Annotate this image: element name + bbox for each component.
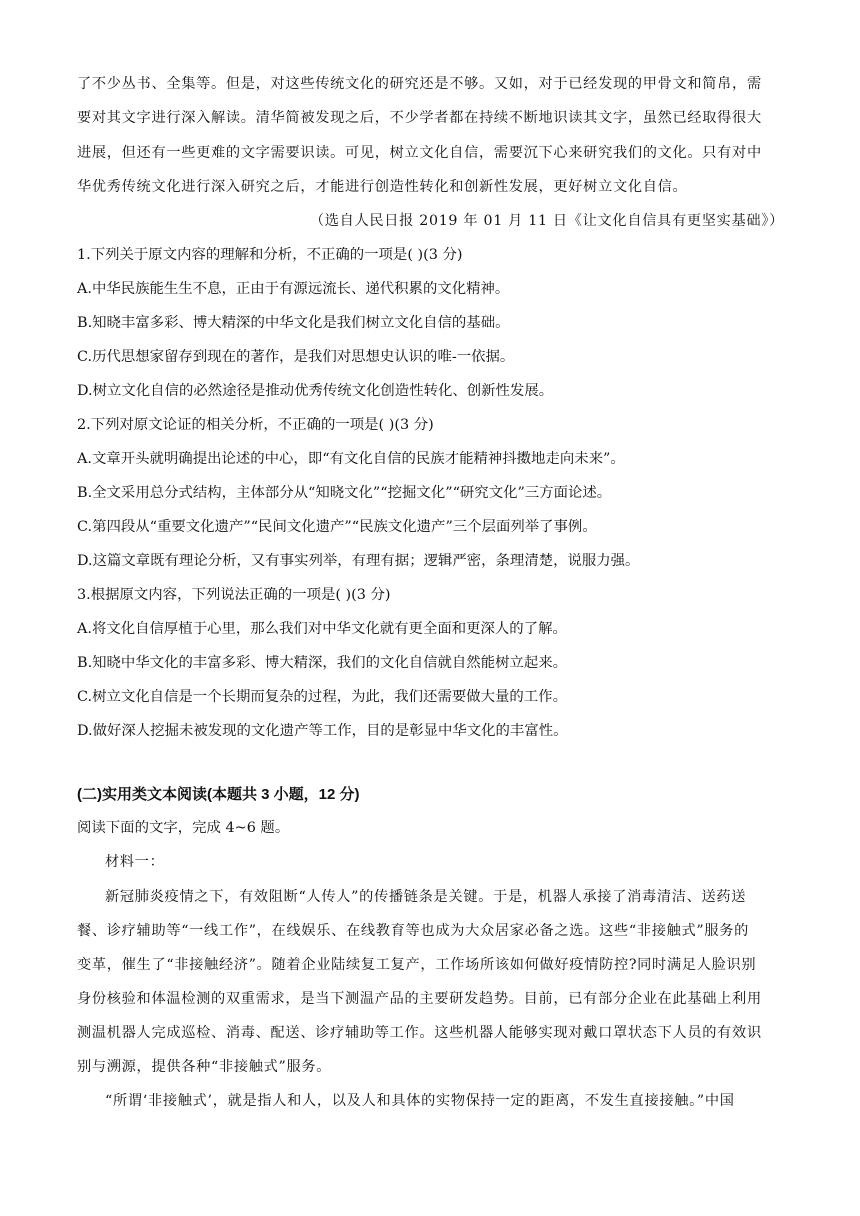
material-line: 变革，催生了“非接触经济”。随着企业陆续复工复产，工作场所该如何做好疫情防控?同时满足人脸识别 [77, 957, 757, 973]
question-option: A.中华民族能生生不息，正由于有源远流长、递代积累的文化精神。 [77, 281, 510, 297]
question-option: B.全文采用总分式结构，主体部分从“知晓文化”“挖掘文化”“研究文化”三方面论述。 [77, 485, 612, 501]
material-line: 餐、诊疗辅助等“一线工作”，在线娱乐、在线教育等也成为大众居家必备之选。这些“非接触式”服务的 [77, 923, 749, 939]
material-label: 材料一： [105, 854, 165, 870]
question-option: A.文章开头就明确提出论述的中心，即“有文化自信的民族才能精神抖擞地走向未来”。 [77, 451, 625, 467]
question-option: B.知晓中华文化的丰富多彩、博大精深，我们的文化自信就自然能树立起来。 [77, 655, 568, 671]
question-option: A.将文化自信厚植于心里，那么我们对中华文化就有更全面和更深人的了解。 [77, 621, 567, 637]
passage-source: （选自人民日报 2019 年 01 月 11 日《让文化自信具有更坚实基础》） [309, 213, 784, 229]
question-option: B.知晓丰富多彩、博大精深的中华文化是我们树立文化自信的基础。 [77, 315, 510, 331]
question-option: D.树立文化自信的必然途径是推动优秀传统文化创造性转化、创新性发展。 [77, 383, 554, 399]
question-stem: 1.下列关于原文内容的理解和分析，不正确的一项是( )(3 分) [77, 247, 463, 263]
material-line: “所谓‘非接触式’，就是指人和人，以及人和具体的实物保持一定的距离，不发生直接接触。”中国 [105, 1093, 735, 1109]
question-option: D.做好深人挖掘未被发现的文化遗产等工作，目的是彰显中华文化的丰富性。 [77, 723, 568, 739]
material-line: 测温机器人完成巡检、消毒、配送、诊疗辅助等工作。这些机器人能够实现对戴口罩状态下人员的有效识 [77, 1025, 762, 1041]
question-stem: 2.下列对原文论证的相关分析，不正确的一项是( )(3 分) [77, 417, 434, 433]
question-option: C.历代思想家留存到现在的著作，是我们对思想史认识的唯-一依据。 [77, 349, 515, 365]
question-option: C.第四段从“重要文化遗产”“民间文化遗产”“民族文化遗产”三个层面列举了事例。 [77, 519, 597, 535]
material-line: 别与溯源，提供各种“非接触式”服务。 [77, 1059, 332, 1075]
section-instruction: 阅读下面的文字，完成 4~6 题。 [77, 820, 290, 836]
passage-line: 了不少丛书、全集等。但是，对这些传统文化的研究还是不够。又如，对于已经发现的甲骨文和简帛，需 [77, 76, 762, 92]
section-heading: (二)实用类文本阅读(本题共 3 小题，12 分) [77, 786, 360, 803]
passage-line: 进展，但还有一些更难的文字需要识读。可见，树立文化自信，需要沉下心来研究我们的文化。只有对中 [77, 145, 762, 161]
material-line: 新冠肺炎疫情之下，有效阻断“人传人”的传播链条是关键。于是，机器人承接了消毒清洁、送药送 [105, 889, 747, 905]
passage-line: 华优秀传统文化进行深入研究之后，才能进行创造性转化和创新性发展，更好树立文化自信。 [77, 179, 688, 195]
passage-line: 要对其文字进行深入解读。清华简被发现之后，不少学者都在持续不断地识读其文字，虽然已经取得很大 [77, 110, 762, 126]
question-option: C.树立文化自信是一个长期而复杂的过程，为此，我们还需要做大量的工作。 [77, 689, 567, 705]
material-line: 身份核验和体温检测的双重需求，是当下测温产品的主要研发趋势。目前，已有部分企业在此基础上利用 [77, 991, 762, 1007]
question-option: D.这篇文章既有理论分析，又有事实列举，有理有据；逻辑严密，条理清楚，说服力强。 [77, 553, 640, 569]
question-stem: 3.根据原文内容，下列说法正确的一项是( )(3 分) [77, 587, 391, 603]
